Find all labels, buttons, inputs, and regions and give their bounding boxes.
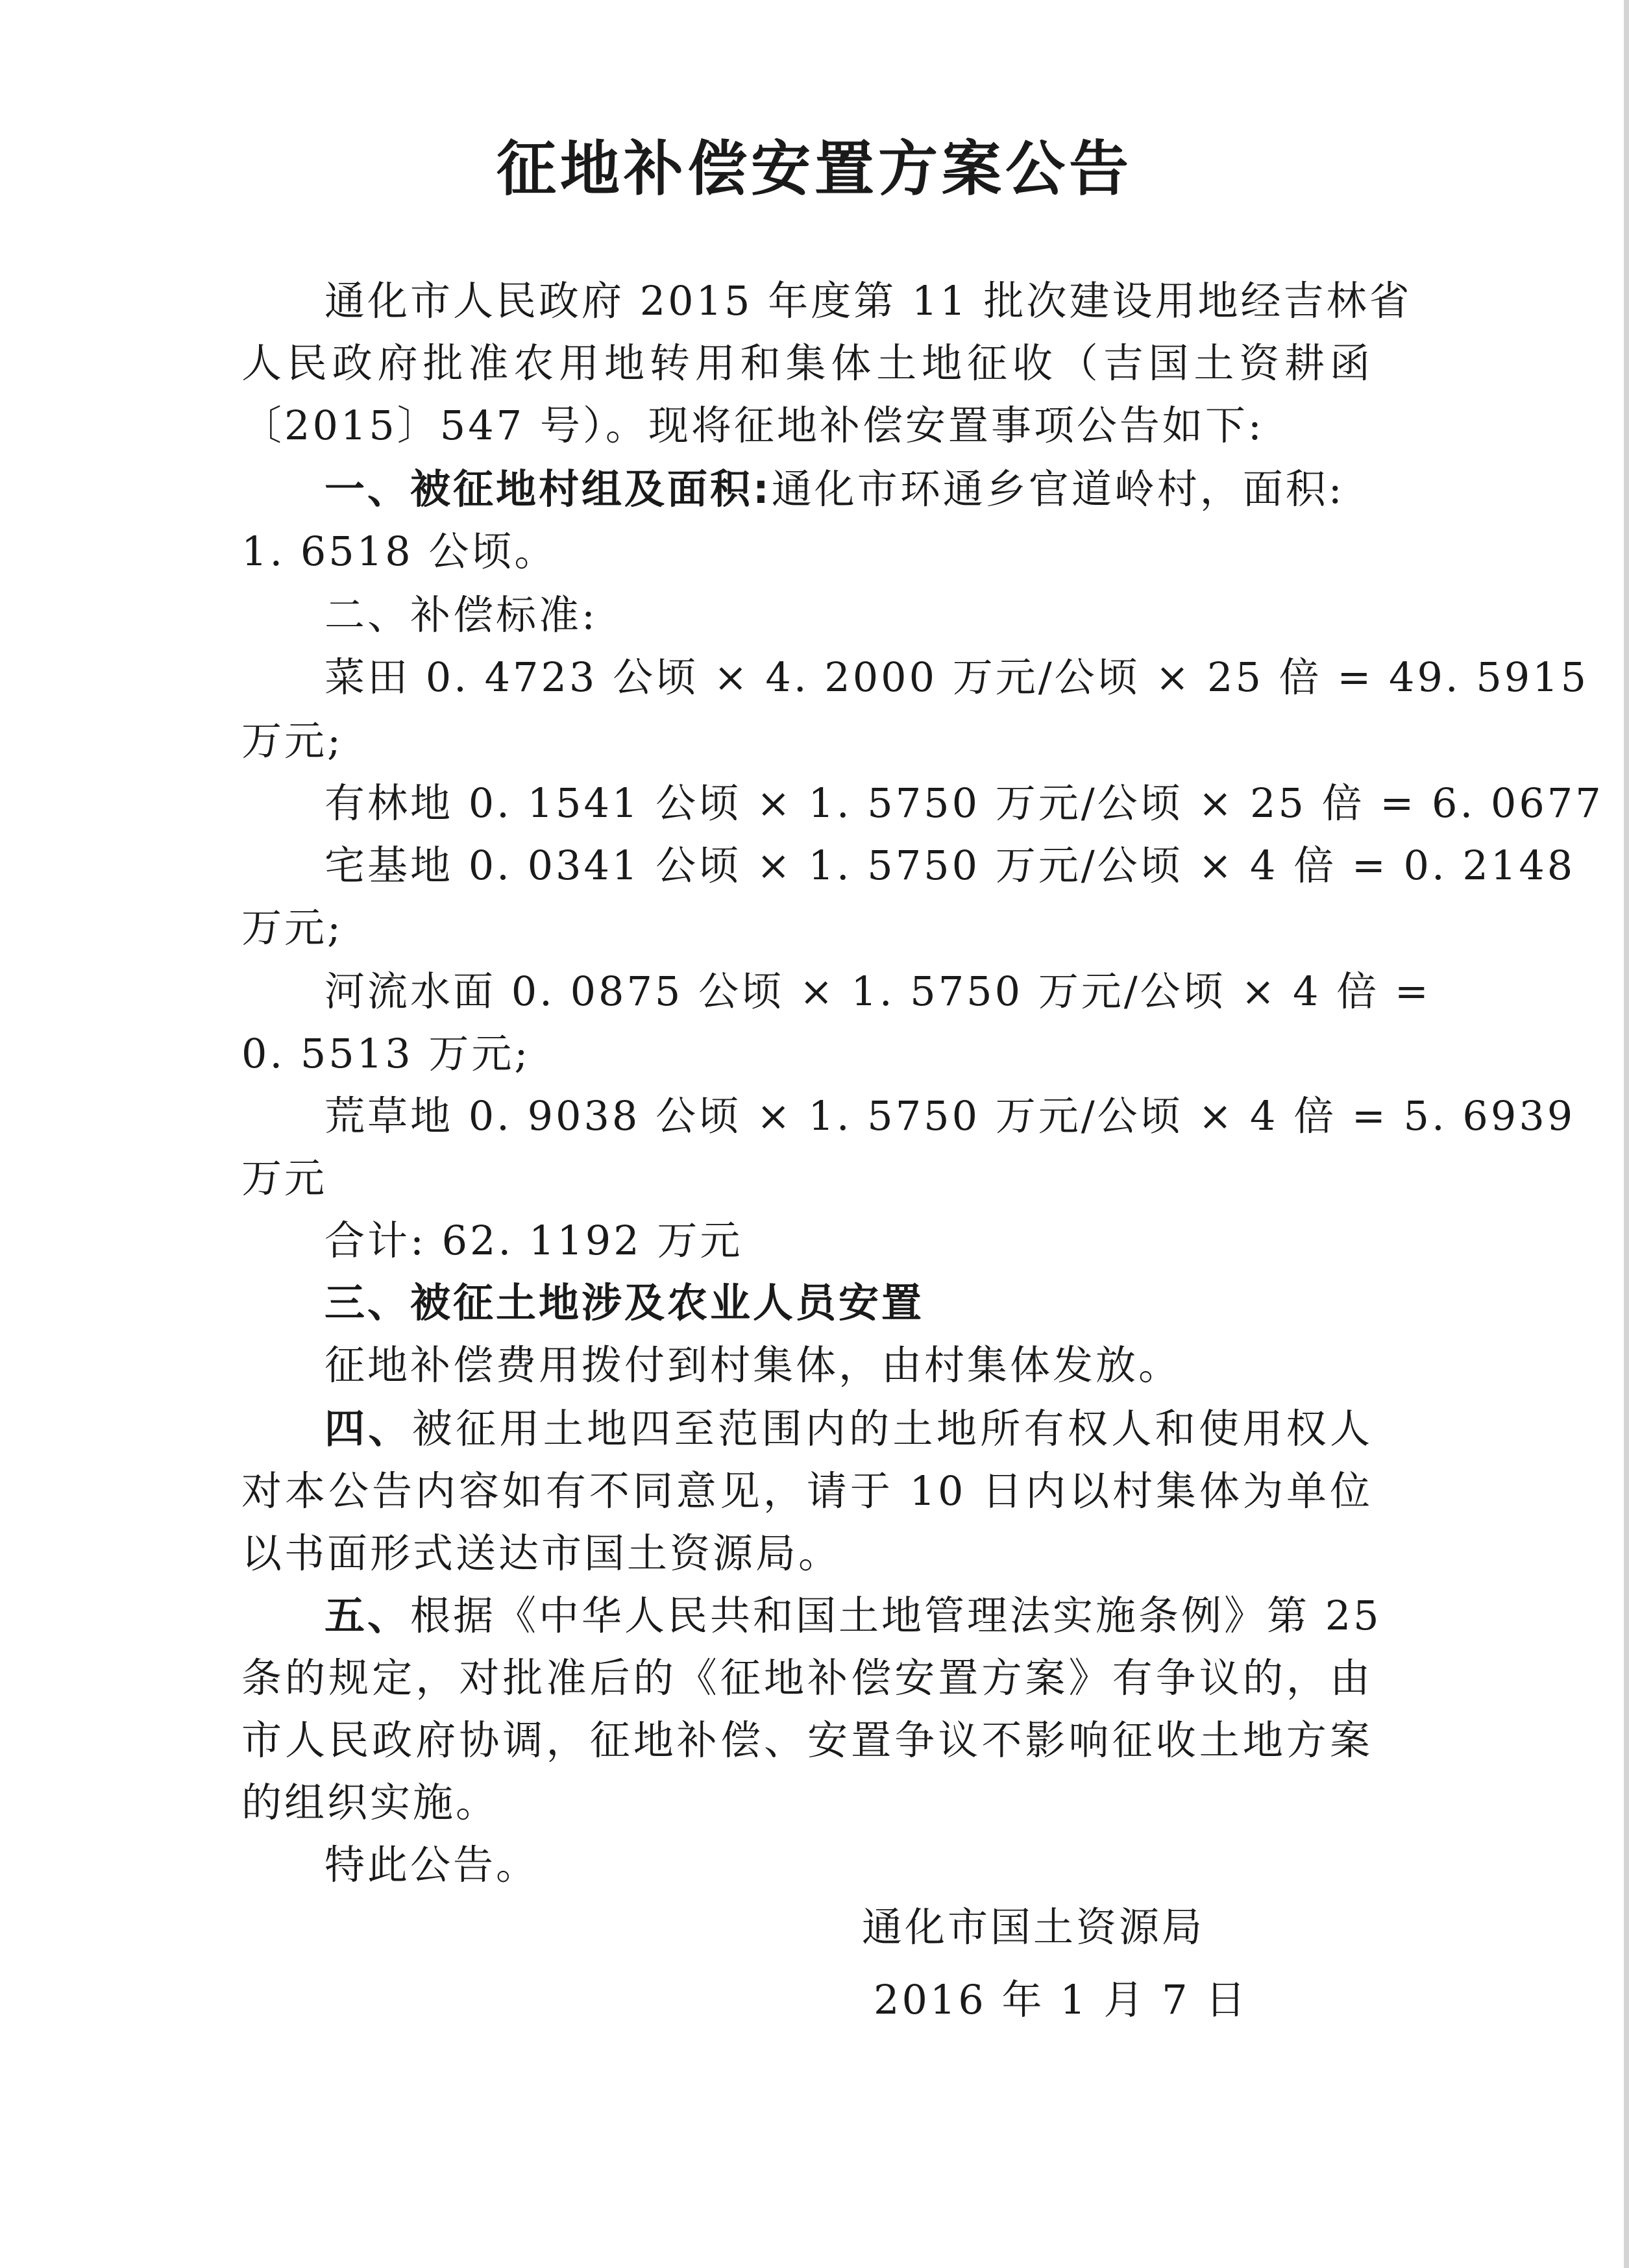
section-4-line-1: [325, 1398, 1373, 1460]
section-3-heading: 三、被征土地涉及农业人员安置: [325, 1279, 925, 1326]
scan-edge: [1624, 0, 1629, 2268]
section-2-heading: 二、补偿标准:: [325, 591, 598, 639]
intro-line-3: 〔2015〕547 号）。现将征地补偿安置事项公告如下:: [241, 402, 1264, 449]
section-5-heading: 五、: [325, 1592, 411, 1639]
section-3-text: 征地补偿费用拨付到村集体，由村集体发放。: [325, 1341, 1182, 1389]
closing-remark: 特此公告。: [325, 1841, 539, 1888]
item-river-surface: 河流水面 0. 0875 公顷 × 1. 5750 万元/公顷 × 4 倍 =: [325, 968, 1431, 1015]
intro-line-2: 人民政府批准农用地转用和集体土地征收（吉国土资耕函: [241, 339, 1373, 387]
intro-line-1: 通化市人民政府 2015 年度第 11 批次建设用地经吉林省: [325, 277, 1412, 324]
item-wasteland-unit: 万元: [241, 1154, 328, 1202]
section-5-line-1: [325, 1585, 1382, 1647]
section-5-line-2: 条的规定，对批准后的《征地补偿安置方案》有争议的，由: [241, 1654, 1373, 1701]
section-5-line-3: 市人民政府协调，征地补偿、安置争议不影响征收土地方案: [241, 1716, 1373, 1764]
item-vegetable-field: 菜田 0. 4723 公顷 × 4. 2000 万元/公顷 × 25 倍 = 49. 5915: [325, 653, 1589, 701]
item-homestead: 宅基地 0. 0341 公顷 × 1. 5750 万元/公顷 × 4 倍 = 0. 2148: [325, 842, 1576, 889]
compensation-total: 合计: 62. 1192 万元: [325, 1217, 743, 1264]
section-5-text-1: 根据《中华人民共和国土地管理法实施条例》第 25: [410, 1592, 1382, 1639]
item-river-surface-value: 0. 5513 万元;: [241, 1030, 531, 1077]
item-vegetable-field-unit: 万元;: [241, 717, 343, 764]
section-1-cont: 1. 6518 公顷。: [241, 528, 557, 575]
item-homestead-unit: 万元;: [241, 904, 343, 951]
item-forest-land: 有林地 0. 1541 公顷 × 1. 5750 万元/公顷 × 25 倍 = 6. 0677: [325, 779, 1604, 827]
section-4-line-3: 以书面形式送达市国土资源局。: [241, 1530, 842, 1577]
section-4-text-1: 被征用土地四至范围内的土地所有权人和使用权人: [411, 1405, 1373, 1452]
section-4-heading: 四、: [325, 1405, 412, 1452]
signature-org: 通化市国土资源局: [862, 1903, 1205, 1951]
section-1-line: [325, 458, 1345, 520]
signature-date: 2016 年 1 月 7 日: [874, 1976, 1249, 2023]
item-wasteland: 荒草地 0. 9038 公顷 × 1. 5750 万元/公顷 × 4 倍 = 5. 6939: [325, 1092, 1576, 1140]
section-4-line-2: 对本公告内容如有不同意见，请于 10 日内以村集体为单位: [241, 1467, 1373, 1515]
section-1-heading: 一、被征地村组及面积:: [325, 465, 772, 513]
section-1-text: 通化市环通乡官道岭村，面积:: [771, 465, 1345, 513]
section-5-line-4: 的组织实施。: [241, 1779, 499, 1826]
document-title: 征地补偿安置方案公告: [496, 134, 1133, 204]
